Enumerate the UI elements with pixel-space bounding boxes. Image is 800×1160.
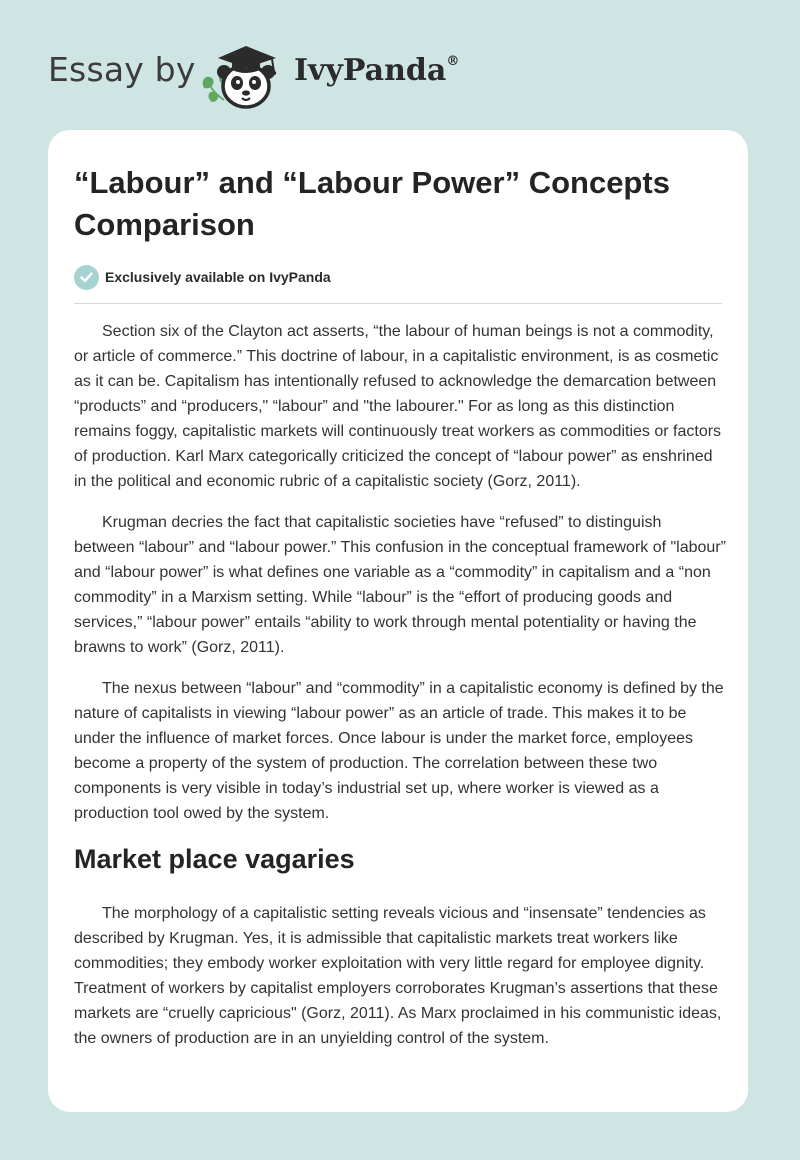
- essay-title: “Labour” and “Labour Power” Concepts Comparison: [74, 165, 670, 242]
- essay-card: [48, 130, 748, 1112]
- section-heading: Market place vagaries: [74, 844, 355, 874]
- exclusive-label: Exclusively available on IvyPanda: [105, 269, 331, 285]
- brand-text: IvyPanda: [294, 53, 447, 88]
- essay-body: [74, 319, 726, 1067]
- divider: [74, 303, 722, 304]
- paragraph: The nexus between “labour” and “commodity” in a capitalistic economy is defined by the nature of capitalists in viewing “labour power” as an article of trade. This makes it to be under the influence of market forces. Once labour is under the market force, employees become a property of the system of production. The correlation between these two components is very visible in today’s industrial set up, where worker is viewed as a production tool owed by the system.: [74, 680, 724, 822]
- site-header: [0, 0, 800, 130]
- check-icon: [74, 265, 99, 290]
- registered-mark: ®: [446, 54, 460, 69]
- paragraph: Section six of the Clayton act asserts, “the labour of human beings is not a commodity, or article of commerce.” This doctrine of labour, in a capitalistic environment, is as cosmetic as it can be. Capitalism has intentionally refused to acknowledge the demarcation between “products” and “producers," “labour” and "the labourer." For as long as this distinction remains foggy, capitalistic markets will continuously treat workers as commodities or factors of production. Karl Marx categorically criticized the concept of “labour power” as enshrined in the political and economic rubric of a capitalistic society (Gorz, 2011).: [74, 323, 722, 490]
- brand-name[interactable]: [294, 53, 459, 88]
- exclusive-badge: [74, 264, 331, 290]
- ivypanda-logo-icon[interactable]: [200, 36, 292, 110]
- paragraph: Krugman decries the fact that capitalistic societies have “refused” to distinguish between “labour” and “labour power.” This confusion in the conceptual framework of "labour” and “labour power” is what defines one variable as a “commodity” in capitalism and a “non commodity” in a Marxism setting. While “labour” is the “effort of producing goods and services,” “labour power” entails “ability to work through mental potentiality or having the brawns to work” (Gorz, 2011).: [74, 514, 726, 656]
- essay-by-label: Essay by: [48, 50, 196, 89]
- paragraph: The morphology of a capitalistic setting reveals vicious and “insensate” tendencies as described by Krugman. Yes, it is admissible that capitalistic markets treat workers like commodities; they embody worker exploitation with very little regard for employee dignity. Treatment of workers by capitalist employers corroborates Krugman’s assertions that these markets are “cruelly capricious" (Gorz, 2011). As Marx proclaimed in his communistic ideas, the owners of production are in an unyielding control of the system.: [74, 905, 722, 1047]
